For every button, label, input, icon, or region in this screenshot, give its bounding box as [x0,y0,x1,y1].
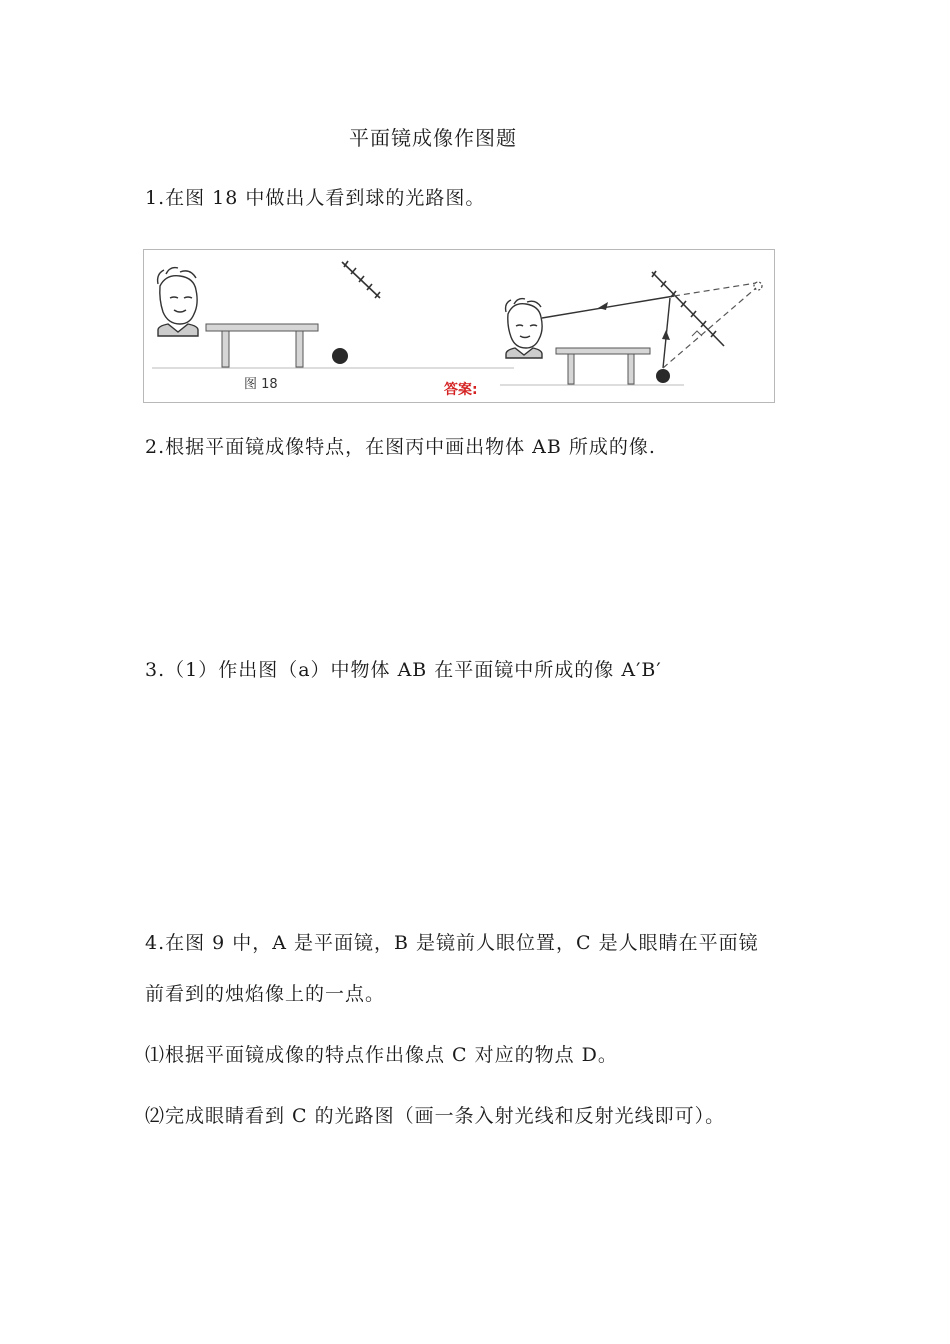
table-left-icon [206,324,318,367]
question-4-text-line1: 4.在图 9 中，A 是平面镜，B 是镜前人眼位置，C 是人眼睛在平面镜 [145,932,759,954]
question-2-text: 2.根据平面镜成像特点，在图丙中画出物体 AB 所成的像. [145,436,656,458]
figure-18-caption: 图 18 [244,377,278,392]
question-1-text: 1.在图 18 中做出人看到球的光路图。 [145,187,486,209]
person-right-icon [506,299,543,358]
mirror-left-icon [342,261,380,298]
reflected-ray [542,296,674,318]
virtual-ray-extension [674,283,756,296]
question-4-part-1: ⑴根据平面镜成像的特点作出像点 C 对应的物点 D。 [145,1044,618,1066]
ball-left-icon [332,348,348,364]
incident-ray-arrow [662,330,670,340]
question-4-text-line2: 前看到的烛焰像上的一点。 [145,983,386,1005]
ball-right-icon [656,369,670,383]
figure-18-panel [143,249,775,403]
answer-label: 答案: [444,382,478,398]
perpendicular-mark [692,331,702,336]
figure-18-drawing [144,250,774,402]
mirror-right-icon [652,271,724,346]
person-left-icon [158,268,198,336]
page-title: 平面镜成像作图题 [349,126,517,150]
question-4-part-2: ⑵完成眼睛看到 C 的光路图（画一条入射光线和反射光线即可）。 [145,1105,726,1127]
table-right-icon [556,348,650,384]
ball-to-image-dashed [663,288,756,368]
question-3-text: 3.（1）作出图（a）中物体 AB 在平面镜中所成的像 A′B′ [145,659,662,681]
